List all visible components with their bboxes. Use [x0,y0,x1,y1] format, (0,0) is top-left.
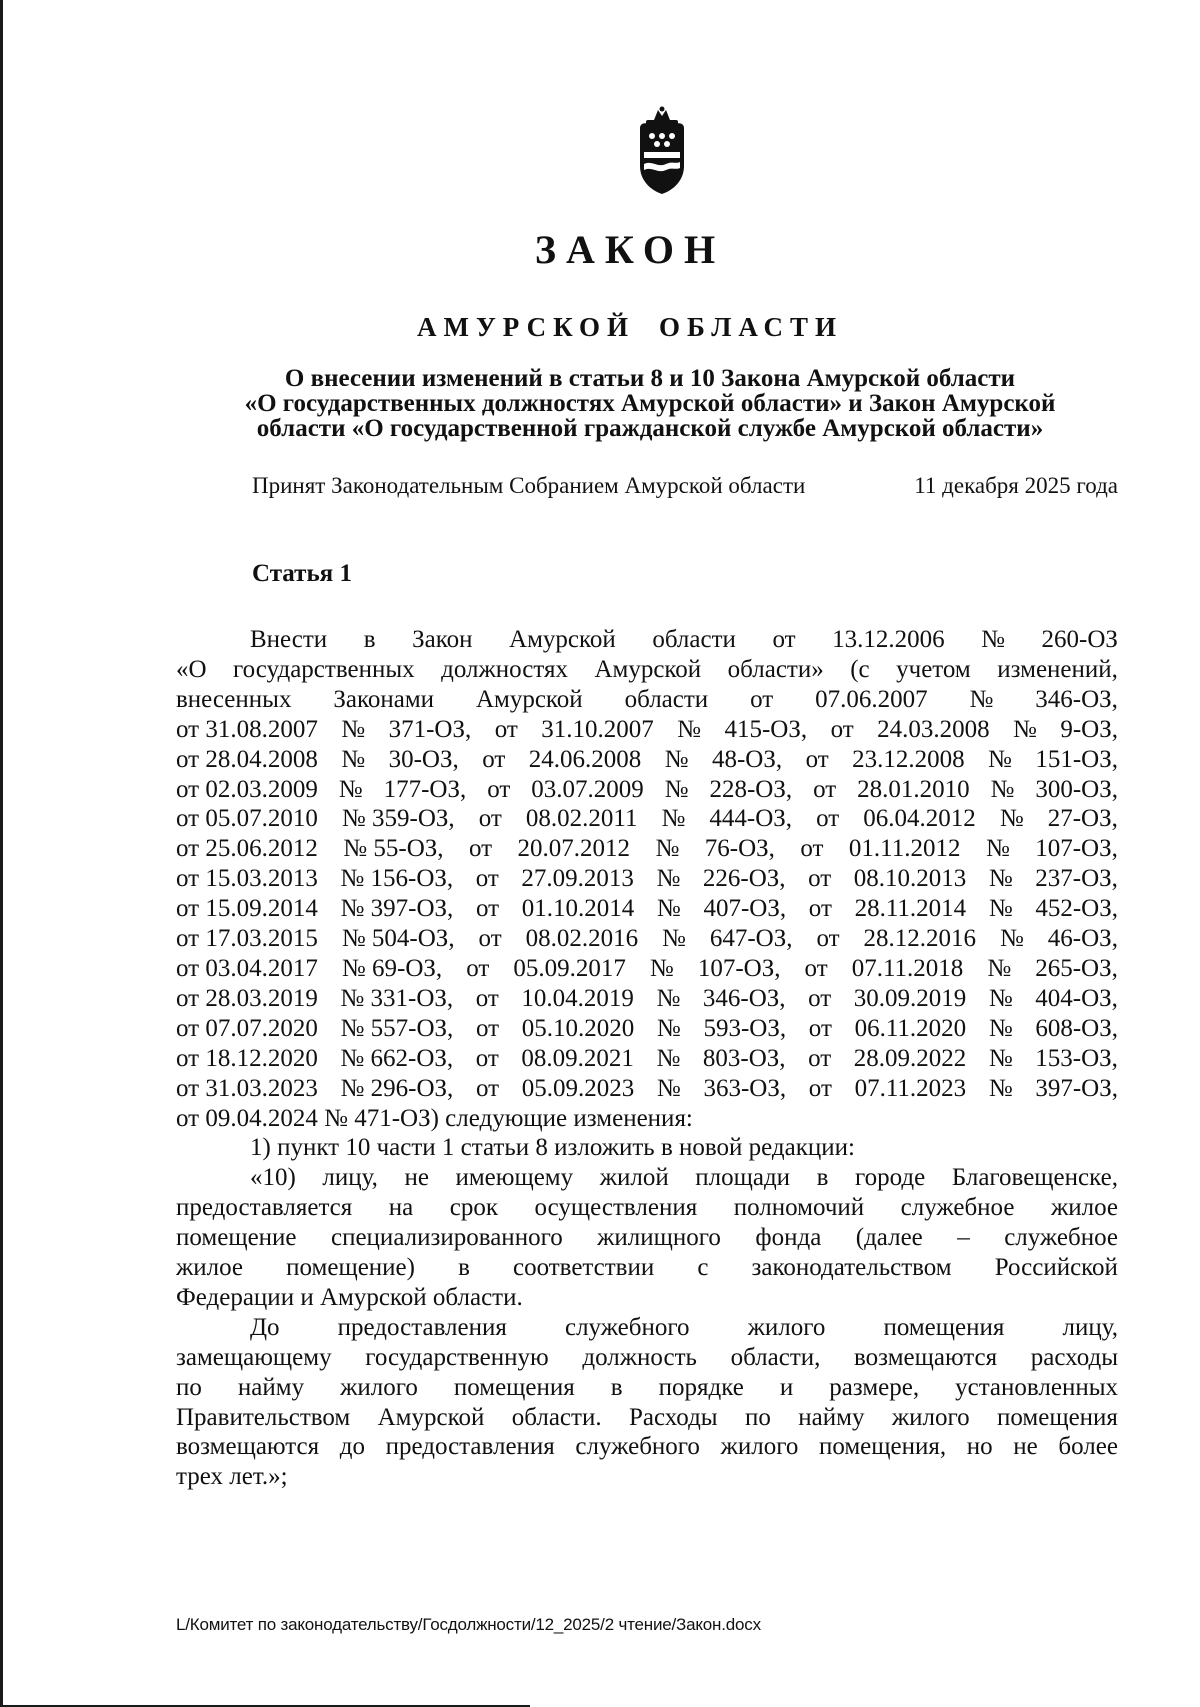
word: 444-ОЗ, [709,805,793,833]
word: от 07.07.2020 [176,1014,318,1042]
word: № [664,745,689,773]
word: от [805,745,829,773]
word: № [649,954,674,982]
word: от [475,1074,500,1102]
word: № [987,954,1012,982]
word: от [813,775,837,803]
word: полномочий [733,1194,865,1222]
file-path-footer: L/Комитет по законодательству/Госдолжности/12_2025/2 чтение/Закон.docx [176,1615,761,1634]
word: от [816,805,840,833]
word: на [388,1194,414,1222]
word: и [779,1373,794,1401]
word: от [478,805,502,833]
word: жилое [1050,1194,1118,1222]
word: № [988,1044,1013,1072]
word: не [404,1164,429,1192]
text-line [176,864,1118,894]
word: найму [798,1403,865,1431]
word: № [664,775,689,803]
subject-line: области «О государственной гражданской службе Амурской области» [256,415,1044,442]
word: № 504-ОЗ, [341,925,455,953]
word: № [341,745,366,773]
word: от [808,984,832,1012]
adoption-line [252,472,1118,500]
word: от [808,865,832,893]
text-line [176,1403,1118,1433]
text-line [176,775,1118,805]
word: от [475,1014,500,1042]
word: служебного [575,1433,700,1461]
word: № [655,835,680,863]
word: специализированного [330,1224,563,1252]
word: 151-ОЗ, [1035,745,1118,773]
word: 23.12.2008 [852,745,965,773]
word: 13.12.2006 [832,626,945,653]
word: Благовещенске, [951,1164,1118,1192]
word: 20.07.2012 [517,835,631,863]
word: Амурской [594,655,702,683]
text-line [176,655,1118,685]
word: законодательством [751,1254,952,1282]
text-line [176,685,1118,715]
coat-of-arms-icon [632,106,692,196]
word: области. [511,1403,602,1431]
word: 260-ОЗ [1041,626,1118,653]
word: Закон [412,626,473,653]
word: 01.10.2014 [521,895,635,923]
word: № 55-ОЗ, [343,835,444,863]
word: срок [449,1194,499,1222]
word: 05.10.2020 [521,1014,635,1042]
word: 28.01.2010 [857,775,970,803]
word: «10) [250,1164,296,1192]
word: (с [850,655,870,683]
article-body [176,625,1118,1492]
text-line [176,1313,1118,1343]
word: лицу, [322,1164,378,1192]
word: 05.09.2023 [521,1074,635,1102]
word: по [176,1373,202,1401]
word: № [988,895,1013,923]
word: до [339,1433,365,1461]
quoted-paragraph [176,1313,1118,1463]
word: от 02.03.2009 [176,775,318,803]
word: № [999,805,1024,833]
word: 404-ОЗ, [1035,984,1118,1012]
word: от 15.03.2013 [176,865,318,893]
word: помещение) [286,1254,415,1282]
word: 76-ОЗ, [704,835,775,863]
word: должностях [441,655,568,683]
word: № [988,745,1012,773]
word: 228-ОЗ, [709,775,793,803]
text-line [176,625,1118,655]
word: предоставления [385,1433,555,1461]
word: помещение [176,1224,297,1252]
word: 31.10.2007 [541,715,654,743]
text-line [176,1343,1118,1373]
word: № [341,715,366,743]
text-line [176,745,1118,775]
word: 05.09.2017 [513,954,626,982]
word: 153-ОЗ, [1035,1044,1118,1072]
paragraph-last-line: трех лет.»; [176,1463,288,1491]
text-line [176,1432,1118,1462]
text-line [176,1163,1118,1193]
word: от 05.07.2010 [176,805,318,833]
word: 107-ОЗ, [1035,835,1118,863]
word: Внести [250,626,328,653]
word: 08.09.2021 [521,1044,634,1072]
word: 06.11.2020 [854,1014,967,1042]
word: № [985,835,1010,863]
text-line [176,1044,1118,1074]
word: от [475,984,499,1012]
word: 237-ОЗ, [1035,865,1118,893]
word: от [494,715,518,743]
word: 300-ОЗ, [1035,775,1118,803]
word: служебное [1004,1224,1118,1252]
region-title-word: ОБЛАСТИ [659,312,843,342]
word: № 397-ОЗ, [340,895,454,923]
word: от 03.04.2017 [176,954,318,982]
word: имеющему [455,1164,574,1192]
word: № [661,805,686,833]
word: № [988,1014,1013,1042]
item-intro: 1) пункт 10 части 1 статьи 8 изложить в новой редакции: [250,1134,855,1162]
word: от [772,626,796,653]
word: 397-ОЗ, [1035,1074,1118,1102]
word: 346-ОЗ, [1035,685,1118,713]
word: жилого [720,1433,799,1461]
word: 03.07.2009 [531,775,644,803]
word: № 331-ОЗ, [340,984,454,1012]
word: 346-ОЗ, [702,984,786,1012]
word: размере, [829,1373,920,1401]
word: области» [727,655,824,683]
amendment-paragraph [176,625,1118,1104]
word: помещения [453,1373,575,1401]
word: возмещаются [176,1433,320,1461]
word: помещения [883,1313,1005,1341]
word: учетом [896,655,971,683]
word: 593-ОЗ, [703,1014,787,1042]
word: внесенных [176,685,292,713]
word: соответствии [512,1254,655,1282]
word: городе [855,1164,926,1192]
word: № [656,984,681,1012]
word: лицу, [1062,1313,1118,1341]
word: области [652,626,736,653]
text-line [176,715,1118,745]
text-line [176,924,1118,954]
word: от [750,685,774,713]
word: от 31.08.2007 [176,715,318,743]
word: от 15.09.2014 [176,895,318,923]
word: от [800,835,824,863]
region-title [0,312,1200,343]
word: жилого [747,1313,826,1341]
word: с [697,1254,709,1282]
word: Амурской [509,626,616,653]
word: 06.04.2012 [863,805,976,833]
word: жилое [176,1254,244,1282]
word: 407-ОЗ, [703,895,787,923]
word: № 662-ОЗ, [340,1044,454,1072]
word: в [458,1254,470,1282]
word: № [988,865,1013,893]
word: фонда [755,1224,822,1252]
word: в [363,626,376,653]
word: № [677,715,702,743]
word: (далее [855,1224,923,1252]
text-line [176,1253,1118,1283]
word: предоставления [337,1313,507,1341]
word: от 31.03.2023 [176,1074,318,1102]
word: 363-ОЗ, [703,1074,787,1102]
word: 30-ОЗ, [388,745,459,773]
word: площади [695,1164,791,1192]
word: 48-ОЗ, [711,745,783,773]
word: – [957,1224,970,1252]
word: служебного [564,1313,690,1341]
word: 10.04.2019 [521,984,634,1012]
word: 07.06.2007 [815,685,928,713]
word: от [487,775,511,803]
word: от [482,745,506,773]
word: от [475,865,499,893]
word: от [475,895,500,923]
word: 08.10.2013 [853,865,967,893]
word: № [662,925,686,953]
word: не [1013,1433,1038,1461]
word: 107-ОЗ, [697,954,781,982]
word: 452-ОЗ, [1035,895,1118,923]
text-line [176,1223,1118,1253]
word: 46-ОЗ, [1047,925,1118,953]
word: от 28.03.2019 [176,984,318,1012]
word: № 69-ОЗ, [341,954,443,982]
word: от [830,715,854,743]
region-title-word: АМУРСКОЙ [417,312,636,342]
word: 27-ОЗ, [1047,805,1118,833]
text-line [176,954,1118,984]
word: от [808,1014,832,1042]
word: 415-ОЗ, [724,715,808,743]
word: Амурской [475,685,583,713]
word: от [475,1044,499,1072]
word: 28.11.2014 [854,895,967,923]
word: До [250,1313,280,1341]
word: 371-ОЗ, [388,715,472,743]
word: от [466,954,490,982]
word: «О [176,655,207,683]
word: № [990,775,1015,803]
word: № [999,925,1024,953]
word: по [744,1403,771,1431]
subject-line: О внесении изменений в статьи 8 и 10 Закона Амурской области [284,365,1016,392]
text-line [176,984,1118,1014]
word: 28.09.2022 [853,1044,967,1072]
word: 07.11.2018 [851,954,964,982]
word: 24.06.2008 [528,745,642,773]
word: № [988,984,1013,1012]
word: помещения [997,1403,1118,1431]
word: жилищного [597,1224,721,1252]
word: более [1058,1433,1118,1461]
word: от [478,925,502,953]
word: № [656,1044,681,1072]
word: в [816,1164,829,1192]
word: от [808,895,832,923]
word: № [988,1074,1013,1102]
word: найму [237,1373,305,1401]
word: № [338,775,363,803]
word: № 557-ОЗ, [340,1014,454,1042]
word: 226-ОЗ, [702,865,786,893]
text-line [176,1193,1118,1223]
text-line [176,894,1118,924]
word: от [808,1044,832,1072]
word: 07.11.2023 [854,1074,967,1102]
word: 265-ОЗ, [1035,954,1118,982]
word: в [610,1373,623,1401]
word: 27.09.2013 [521,865,634,893]
adopted-by: Принят Законодательным Собранием Амурской области [252,473,806,498]
law-title: ЗАКОН [534,227,726,272]
adopted-date: 11 декабря 2025 года [914,473,1118,498]
word: области [624,685,709,713]
word: области, [730,1343,821,1371]
word: № 156-ОЗ, [340,865,454,893]
word: Законами [333,685,435,713]
word: жилого [891,1403,970,1431]
word: от [816,925,840,953]
word: возмещаются [854,1343,998,1371]
word: № 296-ОЗ, [340,1074,454,1102]
word: 08.02.2011 [525,805,638,833]
law-subject [170,366,1130,441]
word: установленных [955,1373,1118,1401]
word: № 359-ОЗ, [341,805,455,833]
word: от 17.03.2015 [176,925,318,953]
word: № [656,895,681,923]
word: № [969,685,994,713]
word: 177-ОЗ, [383,775,467,803]
word: государственную [365,1343,549,1371]
word: 647-ОЗ, [709,925,793,953]
word: служебное [900,1194,1015,1222]
word: должность [582,1343,697,1371]
word: от [808,1074,832,1102]
word: расходы [1030,1343,1118,1371]
word: 9-ОЗ, [1060,715,1118,743]
word: 30.09.2019 [853,984,967,1012]
word: от [469,835,493,863]
word: 608-ОЗ, [1035,1014,1118,1042]
word: от [804,954,828,982]
text-line [176,804,1118,834]
word: 08.02.2016 [525,925,639,953]
word: № [656,1014,681,1042]
paragraph-last-line: от 09.04.2024 № 471-ОЗ) следующие изменения: [176,1104,693,1132]
word: 24.03.2008 [877,715,990,743]
article-heading: Статья 1 [252,560,352,587]
word: 803-ОЗ, [702,1044,786,1072]
text-line [176,1074,1118,1104]
word: государственных [233,655,415,683]
word: № [1013,715,1037,743]
word: от 18.12.2020 [176,1044,318,1072]
word: осуществления [534,1194,698,1222]
word: помещения, [818,1433,947,1461]
word: предоставляется [176,1194,353,1222]
quoted-paragraph [176,1163,1118,1283]
text-line [176,1373,1118,1403]
word: от 25.06.2012 [176,835,318,863]
text-line [176,1014,1118,1044]
word: от 28.04.2008 [176,745,318,773]
word: Правительством [176,1403,351,1431]
word: 01.11.2012 [848,835,961,863]
word: Российской [994,1254,1118,1282]
word: № [981,626,1005,653]
text-line [176,834,1118,864]
word: 28.12.2016 [863,925,977,953]
word: но [966,1433,993,1461]
word: № [656,865,681,893]
word: № [656,1074,681,1102]
word: Амурской [377,1403,485,1431]
paragraph-last-line: Федерации и Амурской области. [176,1283,523,1311]
word: Расходы [628,1403,718,1431]
word: жилой [599,1164,669,1192]
word: порядке [658,1373,744,1401]
word: замещающему [176,1343,332,1371]
word: изменений, [997,655,1118,683]
word: жилого [340,1373,418,1401]
subject-line: «О государственных должностях Амурской области» и Закон Амурской [244,390,1056,417]
